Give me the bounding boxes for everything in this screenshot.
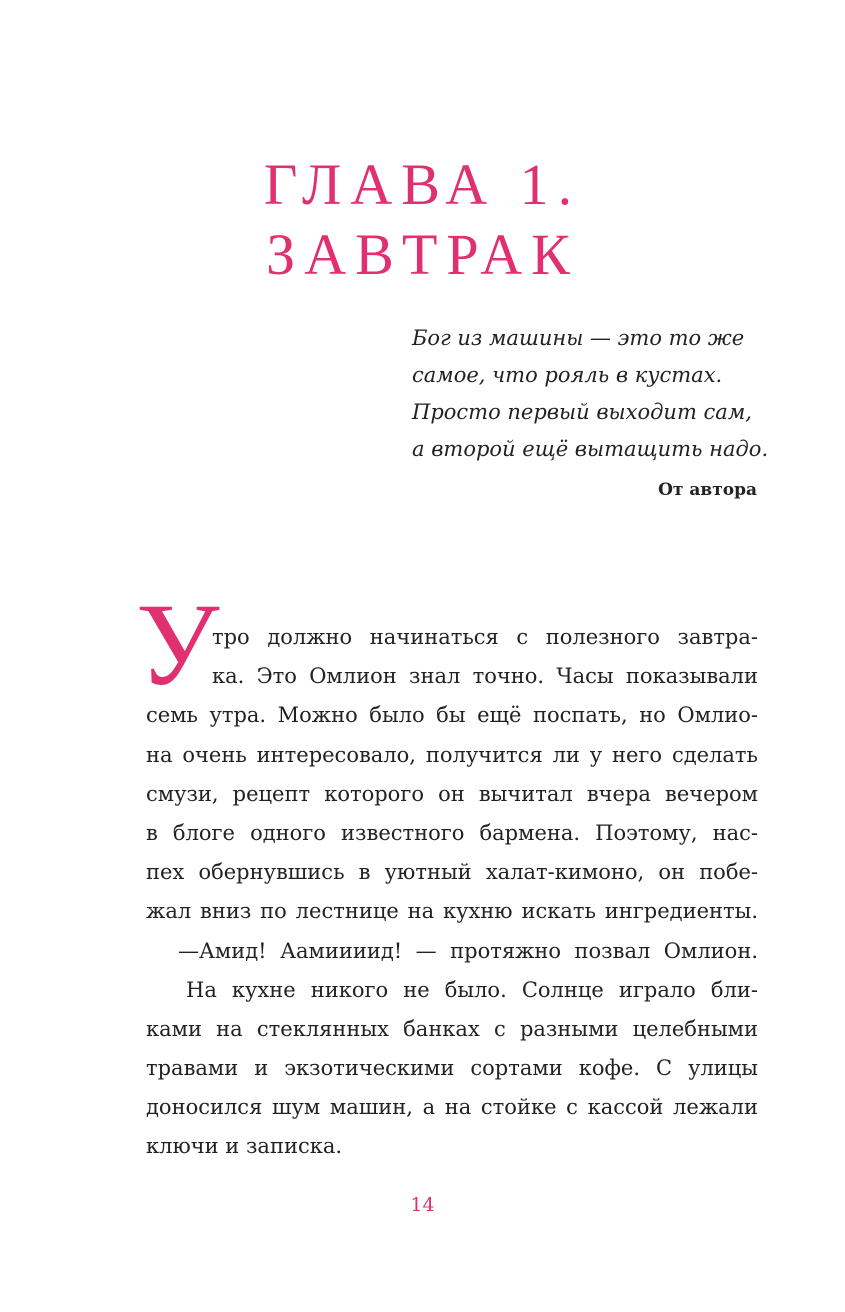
body-line: тро должно начинаться с полезного завтра- [212,625,758,649]
body-line: пех обернувшись в уютный халат-кимоно, он побе- [146,860,758,885]
epigraph [412,320,772,468]
body-line: ка. Это Омлион знал точно. Часы показывали [212,664,758,689]
chapter-title-line-2: ЗАВТРАК [266,222,579,287]
chapter-title-line-1: ГЛАВА 1. [263,152,582,217]
drop-cap: У [136,579,220,710]
body-line: в блоге одного известного бармена. Поэтому, нас- [146,820,758,845]
body-line: ками на стеклянных банках с разными целебными [146,1016,758,1041]
epigraph-line: Просто первый выходит сам, [412,400,752,424]
epigraph-line: самое, что рояль в кустах. [412,363,723,387]
body-line: смузи, рецепт которого он вычитал вчера вечером [146,781,758,806]
body-line: жал вниз по лестнице на кухню искать ингредиенты. [146,899,758,924]
chapter-title [0,150,845,290]
epigraph-line: а второй ещё вытащить надо. [412,437,769,461]
body-line: семь утра. Можно было бы ещё поспать, но Омлио- [146,703,758,728]
body-line: доносился шум машин, а на стойке с кассой лежали [146,1095,758,1120]
body-line: травами и экзотическими сортами кофе. С улицы [146,1056,758,1081]
body-line: —Амид! Аамиииид! — протяжно позвал Омлион. [178,938,758,963]
epigraph-line: Бог из машины — это то же [412,326,745,350]
page-number: 14 [410,1194,435,1216]
body-line: На кухне никого не было. Солнце играло бли- [186,977,758,1002]
epigraph-author: От автора [658,480,757,500]
body-text [146,618,758,1167]
body-line: ключи и записка. [146,1134,343,1159]
body-line: на очень интересовало, получится ли у него сделать [146,742,758,767]
